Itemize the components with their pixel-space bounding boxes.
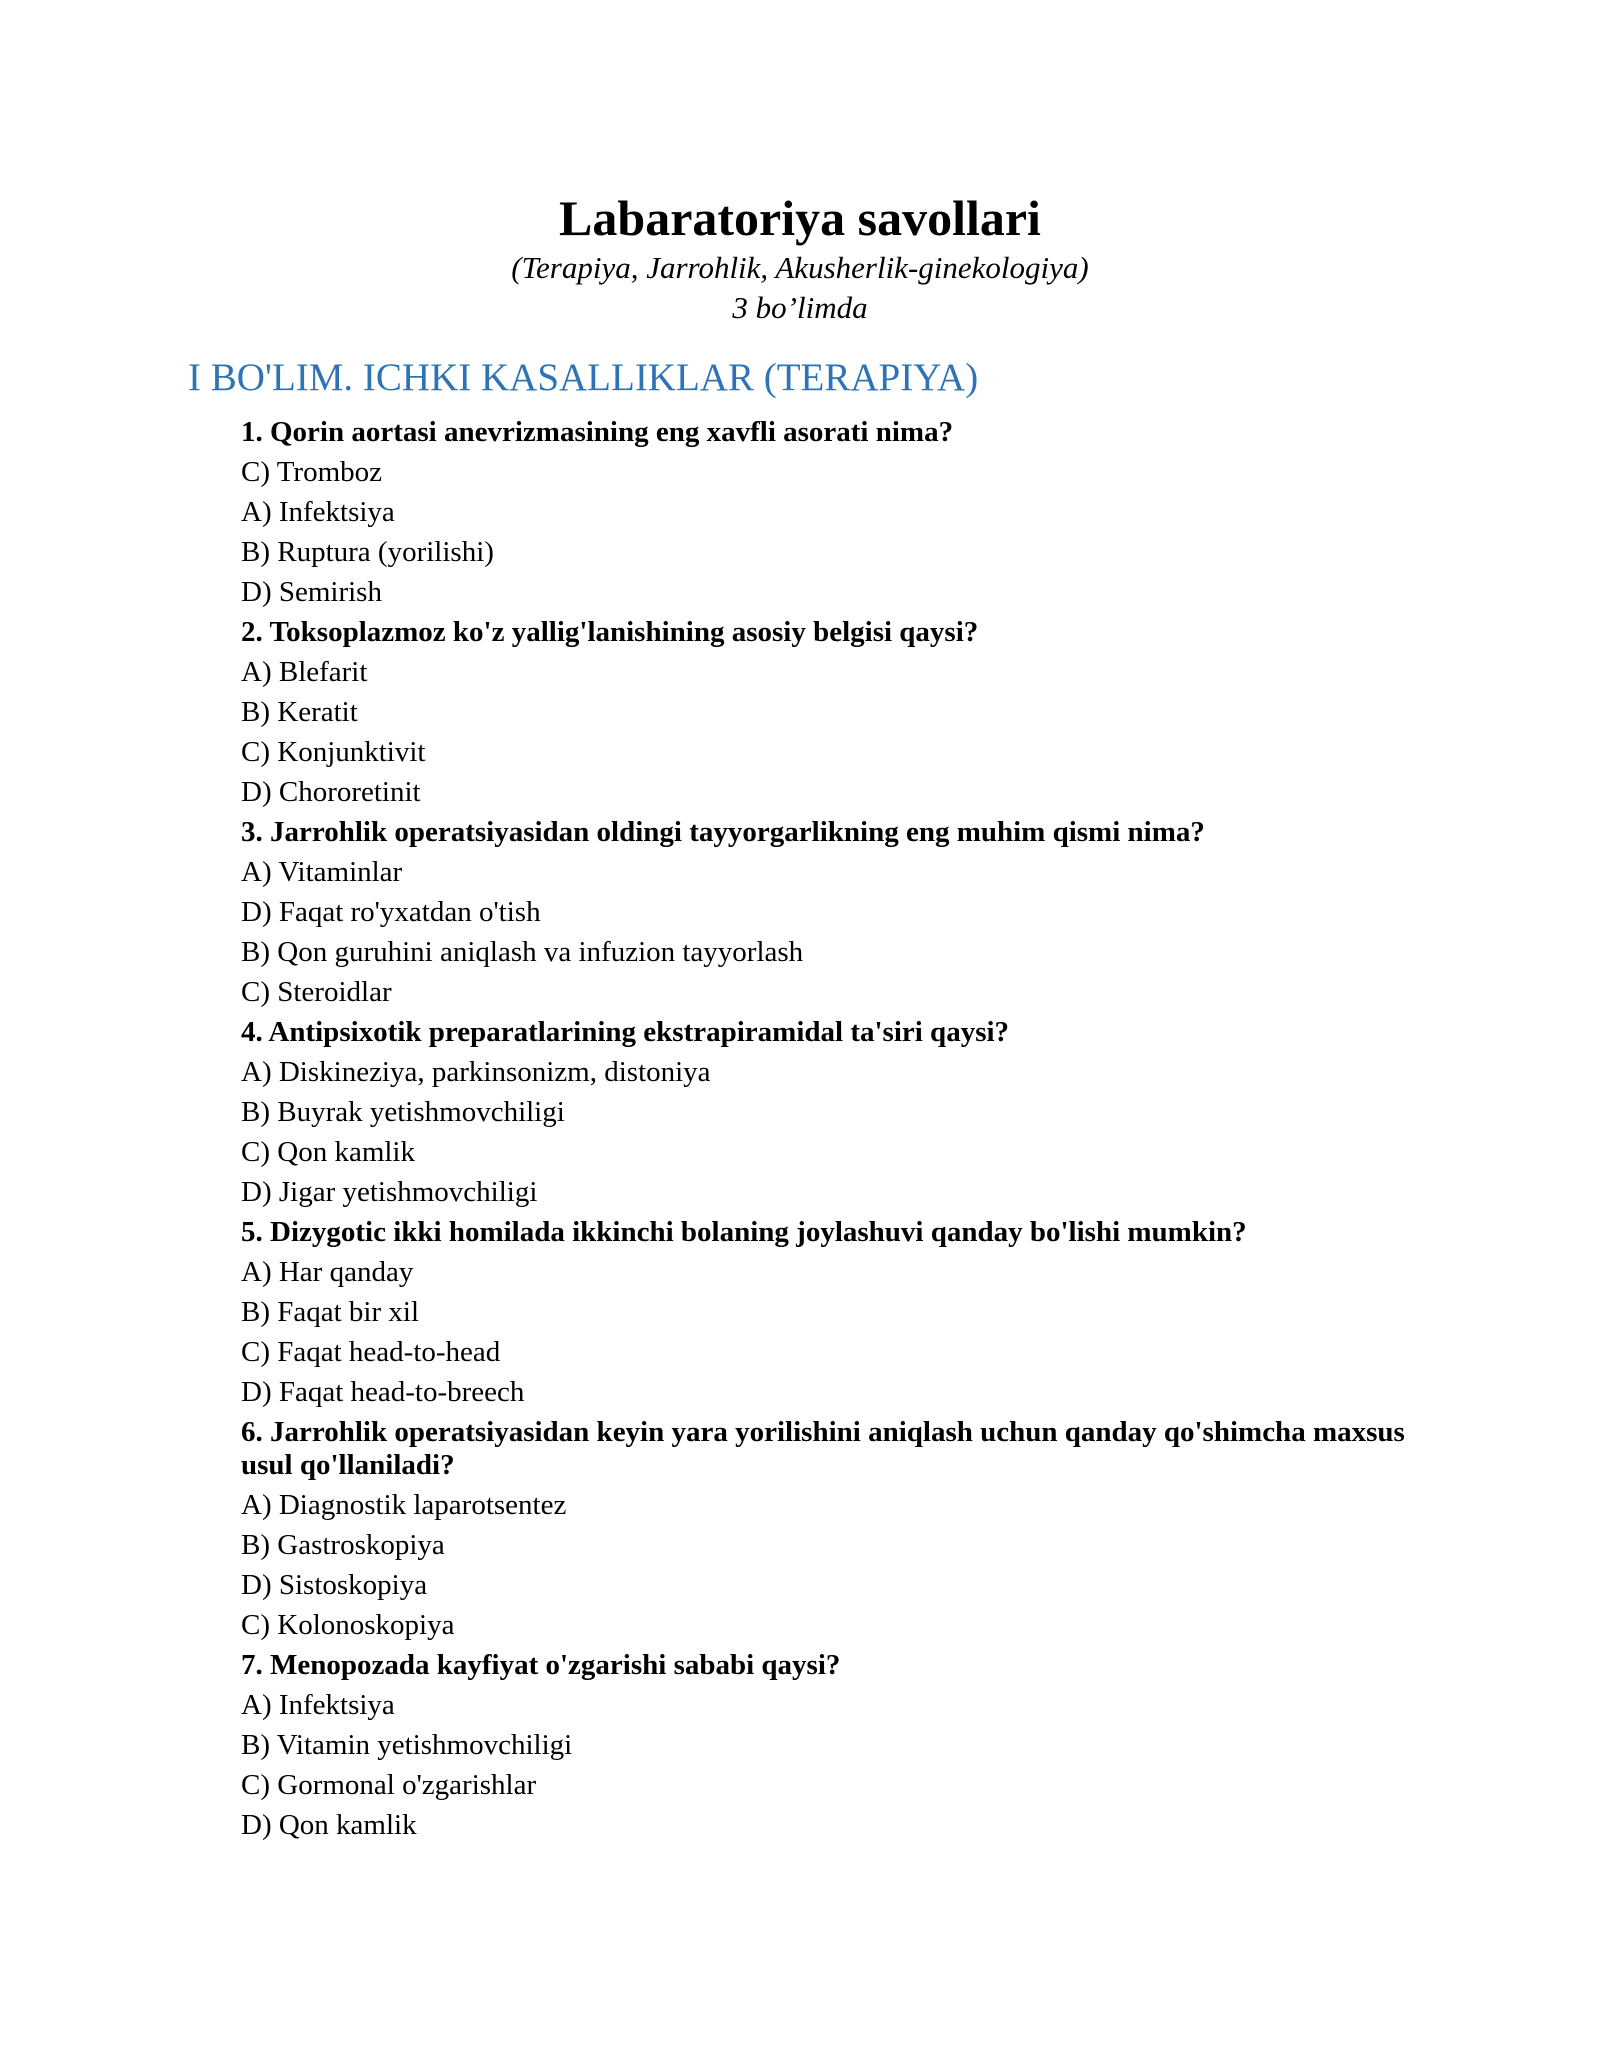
section-heading: I BO'LIM. ICHKI KASALLIKLAR (TERAPIYA): [188, 356, 979, 399]
answer-option: D) Faqat head-to-breech: [241, 1375, 525, 1408]
answer-option: A) Diskineziya, parkinsonizm, distoniya: [241, 1055, 711, 1088]
answer-option: D) Sistoskopiya: [241, 1568, 428, 1601]
answer-option: B) Gastroskopiya: [241, 1528, 445, 1561]
answer-option: D) Jigar yetishmovchiligi: [241, 1175, 538, 1208]
question-text: 3. Jarrohlik operatsiyasidan oldingi tayyorgarlikning eng muhim qismi nima?: [241, 815, 1205, 848]
answer-option: B) Ruptura (yorilishi): [241, 535, 494, 568]
answer-option: B) Keratit: [241, 695, 358, 728]
answer-option: C) Kolonoskopiya: [241, 1608, 455, 1641]
document-subtitle-sections: 3 bo’limda: [732, 290, 868, 325]
answer-option: C) Tromboz: [241, 455, 383, 488]
answer-option: A) Vitaminlar: [241, 855, 403, 888]
answer-option: C) Gormonal o'zgarishlar: [241, 1768, 537, 1801]
question-block: [241, 612, 1411, 812]
question-text: 1. Qorin aortasi anevrizmasining eng xavfli asorati nima?: [241, 415, 954, 448]
answer-option: A) Infektsiya: [241, 1688, 395, 1721]
answer-option: A) Blefarit: [241, 655, 368, 688]
answer-option: B) Qon guruhini aniqlash va infuzion tayyorlash: [241, 935, 804, 968]
answer-option: C) Steroidlar: [241, 975, 392, 1008]
question-text: 5. Dizygotic ikki homilada ikkinchi bolaning joylashuvi qanday bo'lishi mumkin?: [241, 1215, 1247, 1248]
answer-option: A) Har qanday: [241, 1255, 414, 1288]
question-block: [241, 812, 1411, 1012]
question-text: 7. Menopozada kayfiyat o'zgarishi sababi qaysi?: [241, 1648, 841, 1681]
question-text: 4. Antipsixotik preparatlarining ekstrapiramidal ta'siri qaysi?: [241, 1015, 1010, 1048]
question-text: 6. Jarrohlik operatsiyasidan keyin yara yorilishini aniqlash uchun qanday qo'shimcha maxsus usul qo'llaniladi?: [241, 1415, 1405, 1481]
answer-option: C) Faqat head-to-head: [241, 1335, 501, 1368]
question-block: [241, 1012, 1411, 1212]
answer-option: D) Semirish: [241, 575, 382, 608]
question-list: [241, 412, 1411, 1845]
answer-option: C) Konjunktivit: [241, 735, 426, 768]
answer-option: D) Chororetinit: [241, 775, 421, 808]
document-subtitle: (Terapiya, Jarrohlik, Akusherlik-ginekologiya): [511, 250, 1089, 285]
question-block: [241, 1212, 1411, 1412]
answer-option: A) Diagnostik laparotsentez: [241, 1488, 567, 1521]
answer-option: B) Vitamin yetishmovchiligi: [241, 1728, 573, 1761]
question-block: [241, 1412, 1411, 1645]
answer-option: D) Qon kamlik: [241, 1808, 417, 1841]
question-text: 2. Toksoplazmoz ko'z yallig'lanishining asosiy belgisi qaysi?: [241, 615, 979, 648]
question-block: [241, 412, 1411, 612]
document-title: Labaratoriya savollari: [559, 190, 1041, 246]
answer-option: D) Faqat ro'yxatdan o'tish: [241, 895, 541, 928]
answer-option: B) Buyrak yetishmovchiligi: [241, 1095, 565, 1128]
answer-option: A) Infektsiya: [241, 495, 395, 528]
answer-option: B) Faqat bir xil: [241, 1295, 420, 1328]
question-block: [241, 1645, 1411, 1845]
answer-option: C) Qon kamlik: [241, 1135, 415, 1168]
